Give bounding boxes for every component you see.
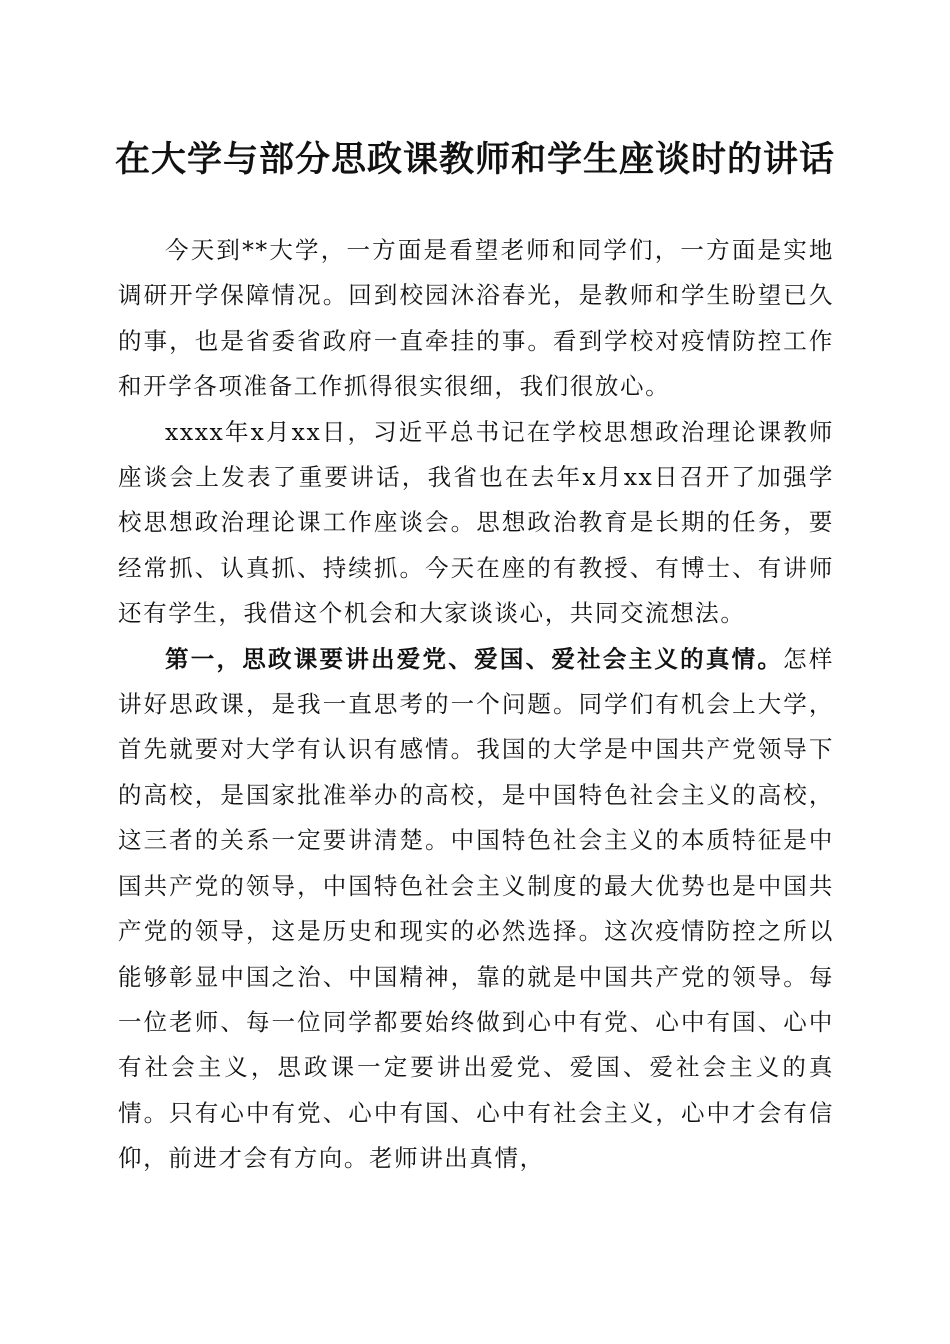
paragraph-1-text: 今天到**大学，一方面是看望老师和同学们，一方面是实地调研开学保障情况。回到校园沐浴春光，是教师和学生盼望已久的事，也是省委省政府一直牵挂的事。看到学校对疫情防控工作和开学各项准备工作抓得很实很细，我们很放心。 — [118, 236, 834, 401]
document-title: 在大学与部分思政课教师和学生座谈时的讲话 — [114, 139, 835, 180]
document-body — [118, 228, 834, 1182]
paragraph-1 — [118, 228, 834, 410]
paragraph-2 — [118, 410, 834, 637]
paragraph-3 — [118, 637, 834, 1182]
paragraph-3-text: 怎样讲好思政课，是我一直思考的一个问题。同学们有机会上大学，首先就要对大学有认识有感情。我国的大学是中国共产党领导下的高校，是国家批准举办的高校，是中国特色社会主义的高校，这三者的关系一定要讲清楚。中国特色社会主义的本质特征是中国共产党的领导，中国特色社会主义制度的最大优势也是中国共产党的领导，这是历史和现实的必然选择。这次疫情防控之所以能够彰显中国之治、中国精神，靠的就是中国共产党的领导。每一位老师、每一位同学都要始终做到心中有党、心中有国、心中有社会主义，思政课一定要讲出爱党、爱国、爱社会主义的真情。只有心中有党、心中有国、心中有社会主义，心中才会有信仰，前进才会有方向。老师讲出真情， — [118, 644, 834, 1173]
paragraph-2-text: xxxx年x月xx日，习近平总书记在学校思想政治理论课教师座谈会上发表了重要讲话，我省也在去年x月xx日召开了加强学校思想政治理论课工作座谈会。思想政治教育是长期的任务，要经常抓、认真抓、持续抓。今天在座的有教授、有博士、有讲师还有学生，我借这个机会和大家谈谈心，共同交流想法。 — [118, 417, 834, 628]
paragraph-3-lead: 第一，思政课要讲出爱党、爱国、爱社会主义的真情。 — [165, 644, 784, 673]
